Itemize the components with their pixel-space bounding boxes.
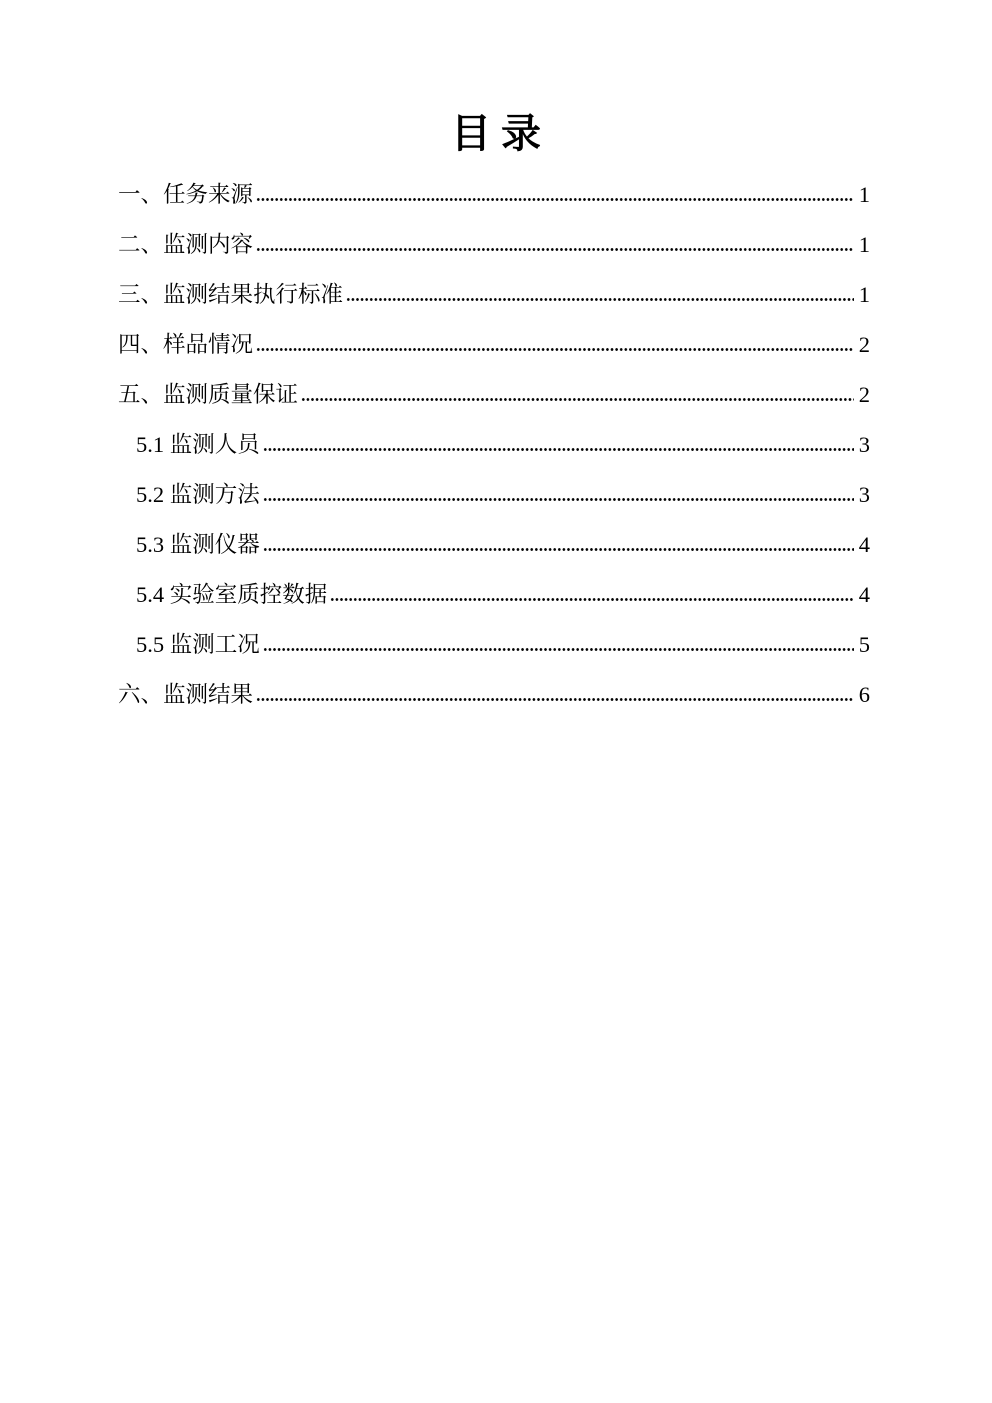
toc-entry-label: 二、监测内容 [118, 232, 254, 257]
toc-entry[interactable] [118, 520, 870, 570]
toc-entry-page: 5 [858, 632, 870, 657]
toc-entry[interactable] [118, 670, 870, 720]
toc-entry-page: 1 [858, 232, 870, 257]
toc-entry-page: 3 [858, 482, 870, 507]
toc-list [118, 170, 870, 720]
toc-entry-label: 5.4 实验室质控数据 [136, 582, 328, 607]
toc-entry-label: 5.3 监测仪器 [136, 532, 260, 557]
toc-dotted-leader [263, 546, 854, 552]
toc-entry-page: 4 [858, 582, 870, 607]
toc-entry-label: 一、任务来源 [118, 182, 254, 207]
toc-entry[interactable] [118, 570, 870, 620]
toc-entry-page: 6 [858, 682, 870, 707]
toc-entry[interactable] [118, 270, 870, 320]
toc-entry-label: 四、样品情况 [118, 332, 254, 357]
toc-entry[interactable] [118, 420, 870, 470]
toc-dotted-leader [263, 446, 854, 452]
toc-entry-page: 2 [858, 382, 870, 407]
toc-entry-label: 5.5 监测工况 [136, 632, 260, 657]
toc-entry-page: 1 [858, 182, 870, 207]
toc-dotted-leader [263, 646, 854, 652]
toc-entry-page: 2 [858, 332, 870, 357]
toc-entry-label: 五、监测质量保证 [118, 382, 299, 407]
toc-entry-label: 5.2 监测方法 [136, 482, 260, 507]
toc-dotted-leader [346, 296, 854, 302]
toc-title: 目录 [451, 111, 551, 156]
toc-dotted-leader [256, 346, 854, 352]
toc-dotted-leader [263, 496, 854, 502]
toc-entry[interactable] [118, 620, 870, 670]
toc-dotted-leader [301, 396, 854, 402]
toc-entry-page: 1 [858, 282, 870, 307]
toc-dotted-leader [330, 596, 853, 602]
toc-entry[interactable] [118, 470, 870, 520]
toc-entry[interactable] [118, 170, 870, 220]
toc-entry[interactable] [118, 320, 870, 370]
toc-entry-page: 3 [858, 432, 870, 457]
toc-entry-label: 三、监测结果执行标准 [118, 282, 344, 307]
toc-entry[interactable] [118, 220, 870, 270]
toc-dotted-leader [256, 196, 854, 202]
toc-entry[interactable] [118, 370, 870, 420]
toc-entry-label: 5.1 监测人员 [136, 432, 260, 457]
toc-dotted-leader [256, 246, 854, 252]
toc-entry-page: 4 [858, 532, 870, 557]
toc-entry-label: 六、监测结果 [118, 682, 254, 707]
toc-dotted-leader [256, 696, 854, 702]
